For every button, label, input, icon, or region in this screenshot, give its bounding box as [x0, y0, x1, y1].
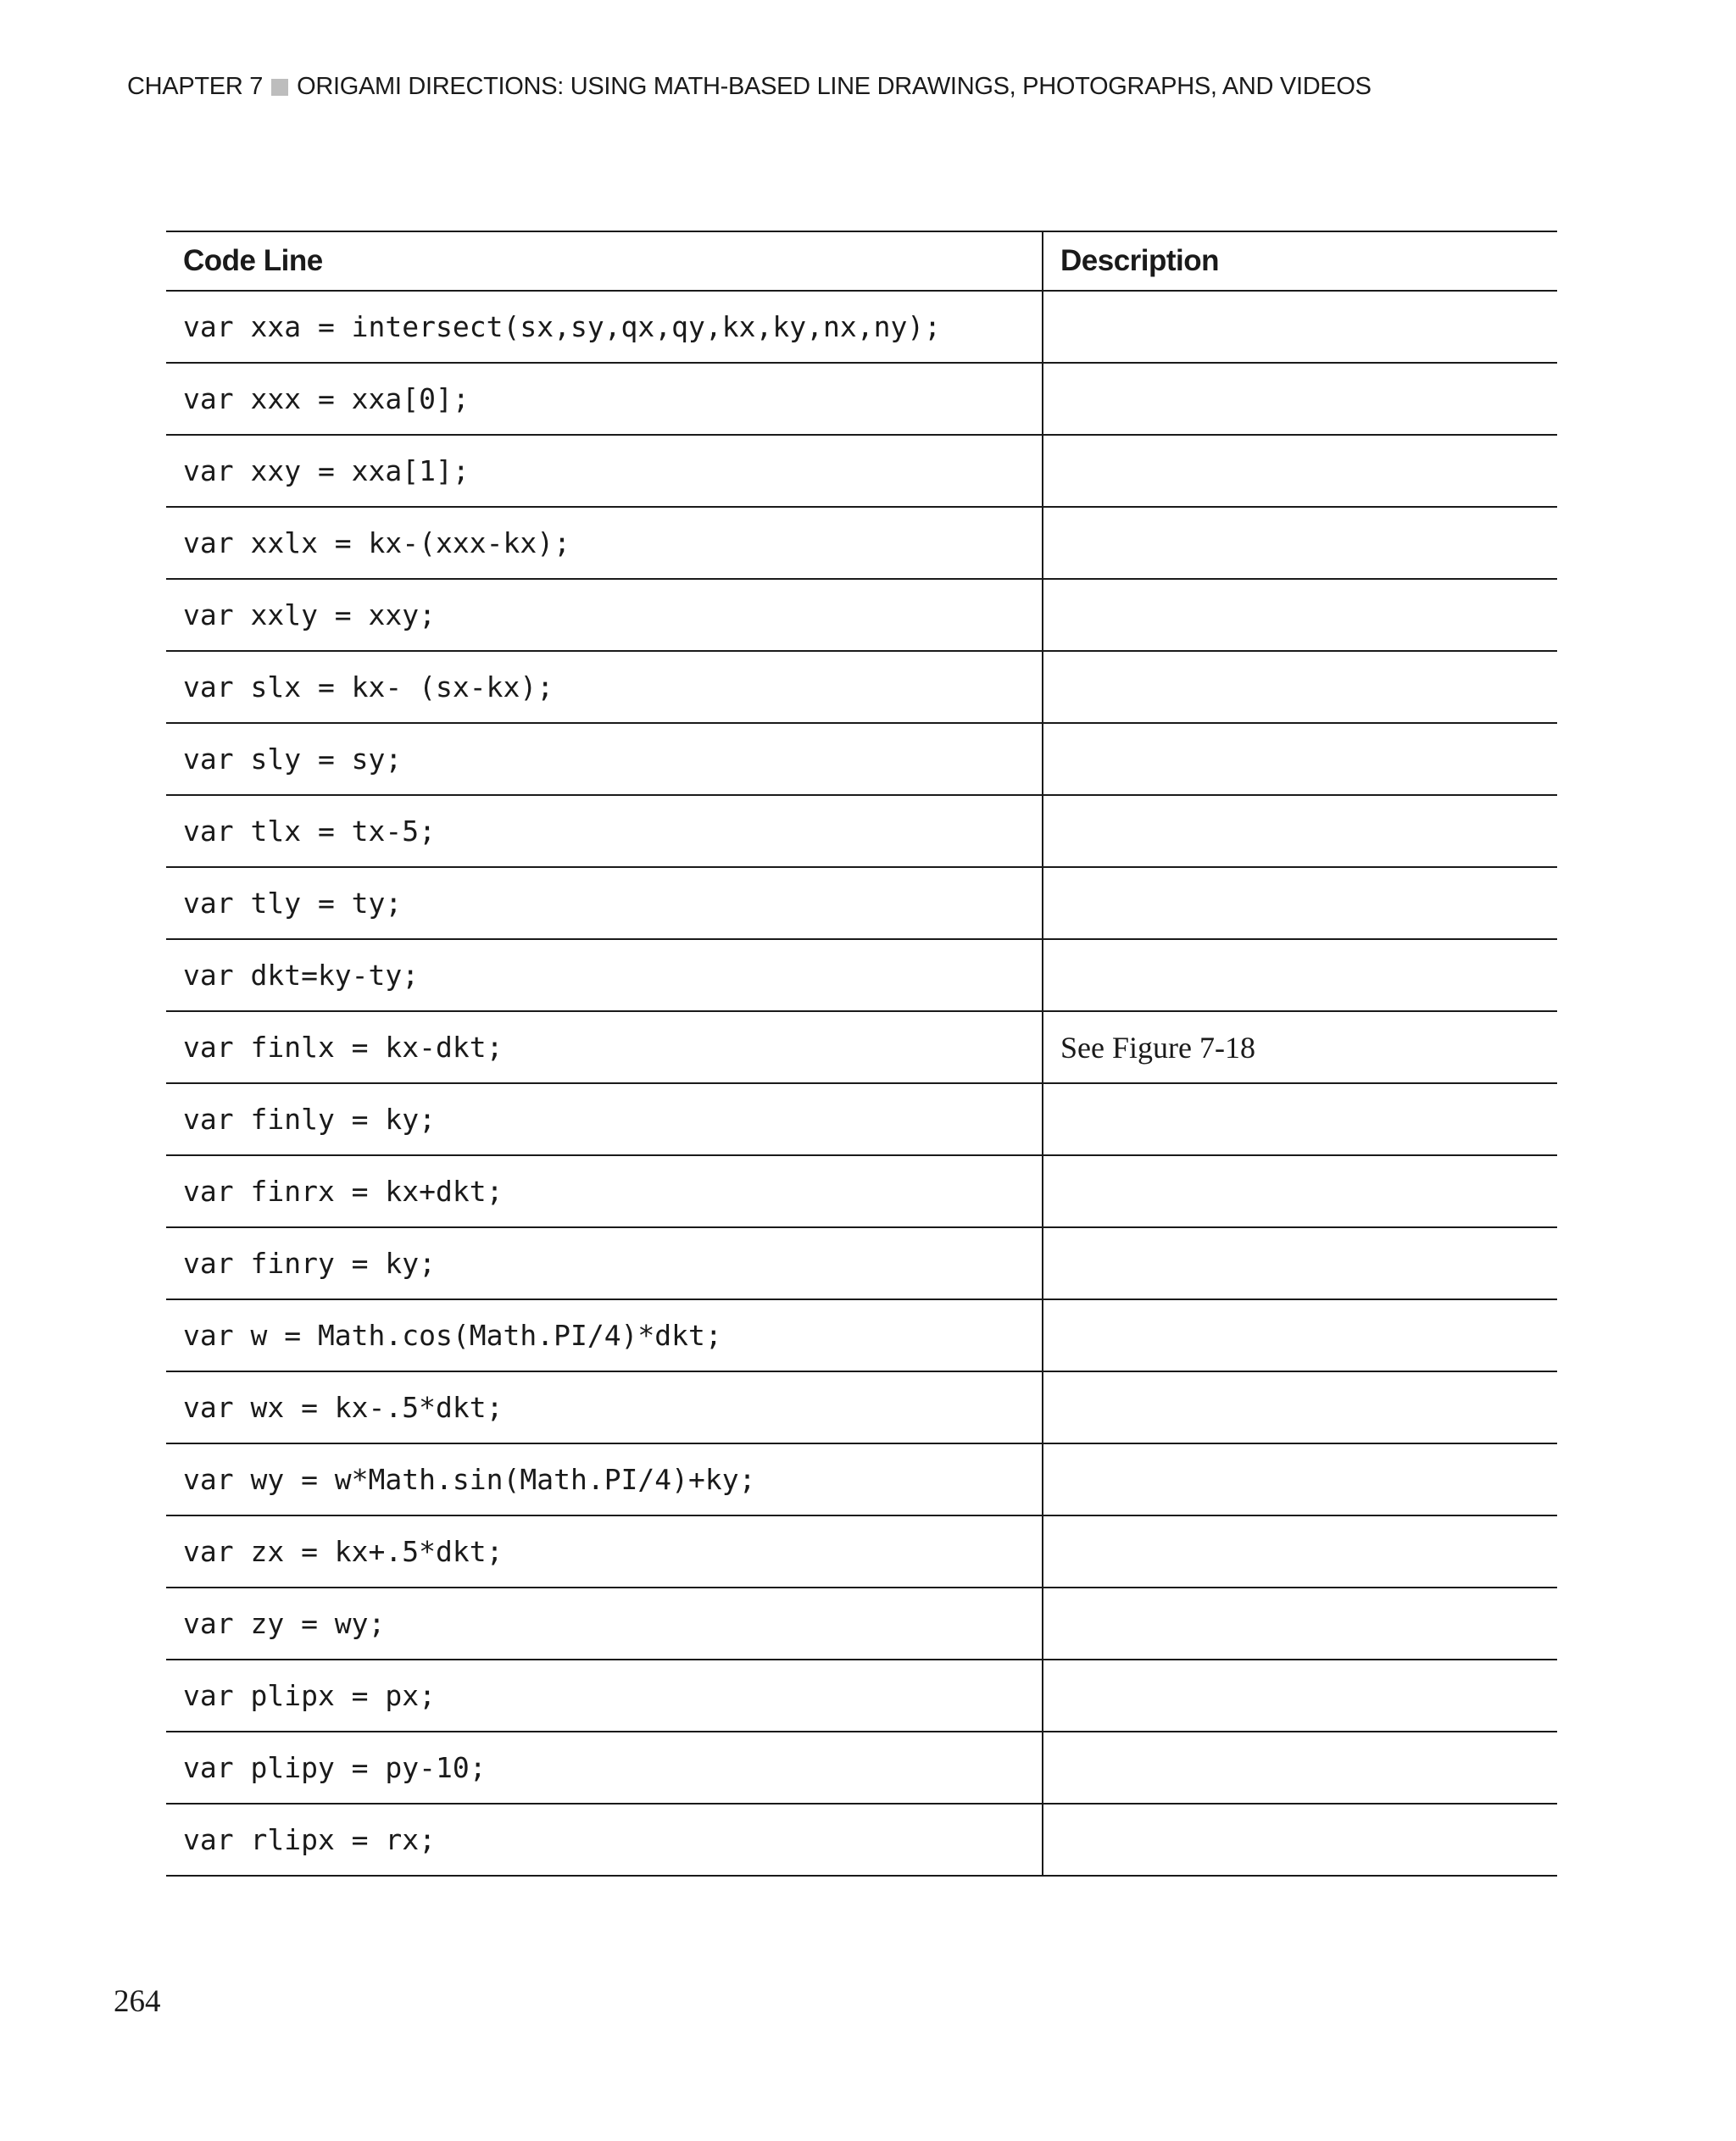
header-description: Description — [1043, 231, 1557, 291]
code-cell: var wy = w*Math.sin(Math.PI/4)+ky; — [166, 1443, 1043, 1515]
code-cell: var xxy = xxa[1]; — [166, 435, 1043, 507]
table-row — [166, 1732, 1557, 1804]
code-cell: var plipy = py-10; — [166, 1732, 1043, 1804]
table-row — [166, 1804, 1557, 1876]
code-cell: var zy = wy; — [166, 1588, 1043, 1660]
description-cell — [1043, 1732, 1557, 1804]
table-row — [166, 1515, 1557, 1588]
header-code-line: Code Line — [166, 231, 1043, 291]
description-cell: See Figure 7-18 — [1043, 1011, 1557, 1083]
description-cell — [1043, 435, 1557, 507]
code-cell: var finry = ky; — [166, 1227, 1043, 1299]
table-row — [166, 1227, 1557, 1299]
page-number: 264 — [114, 1984, 161, 2019]
description-cell — [1043, 1371, 1557, 1443]
description-cell — [1043, 795, 1557, 867]
description-cell — [1043, 1083, 1557, 1155]
table-row — [166, 363, 1557, 435]
description-cell — [1043, 723, 1557, 795]
table-row — [166, 1011, 1557, 1083]
description-cell — [1043, 579, 1557, 651]
code-cell: var rlipx = rx; — [166, 1804, 1043, 1876]
description-cell — [1043, 939, 1557, 1011]
table-row — [166, 939, 1557, 1011]
description-cell — [1043, 1155, 1557, 1227]
code-cell: var zx = kx+.5*dkt; — [166, 1515, 1043, 1588]
code-cell: var finrx = kx+dkt; — [166, 1155, 1043, 1227]
code-cell: var sly = sy; — [166, 723, 1043, 795]
table-row — [166, 507, 1557, 579]
description-cell — [1043, 507, 1557, 579]
table-row — [166, 435, 1557, 507]
table-row — [166, 1083, 1557, 1155]
code-cell: var plipx = px; — [166, 1660, 1043, 1732]
chapter-title: ORIGAMI DIRECTIONS: USING MATH-BASED LINE DRAWINGS, PHOTOGRAPHS, AND VIDEOS — [297, 73, 1372, 100]
table-row — [166, 291, 1557, 363]
table-row — [166, 723, 1557, 795]
description-cell — [1043, 1804, 1557, 1876]
description-cell — [1043, 1660, 1557, 1732]
description-cell — [1043, 1227, 1557, 1299]
table-row — [166, 1443, 1557, 1515]
code-cell: var xxa = intersect(sx,sy,qx,qy,kx,ky,nx,ny); — [166, 291, 1043, 363]
table-row — [166, 1155, 1557, 1227]
code-cell: var finlx = kx-dkt; — [166, 1011, 1043, 1083]
code-cell: var slx = kx- (sx-kx); — [166, 651, 1043, 723]
code-cell: var finly = ky; — [166, 1083, 1043, 1155]
description-cell — [1043, 363, 1557, 435]
description-cell — [1043, 867, 1557, 939]
table-row — [166, 795, 1557, 867]
code-cell: var xxx = xxa[0]; — [166, 363, 1043, 435]
table-row — [166, 1299, 1557, 1371]
code-cell: var tlx = tx-5; — [166, 795, 1043, 867]
table-row — [166, 867, 1557, 939]
separator-square-icon — [271, 79, 288, 96]
table-body — [166, 291, 1557, 1876]
description-cell — [1043, 1443, 1557, 1515]
code-cell: var xxly = xxy; — [166, 579, 1043, 651]
code-cell: var w = Math.cos(Math.PI/4)*dkt; — [166, 1299, 1043, 1371]
running-head — [127, 73, 1372, 101]
table-row — [166, 1660, 1557, 1732]
table-row — [166, 1588, 1557, 1660]
code-cell: var xxlx = kx-(xxx-kx); — [166, 507, 1043, 579]
table-row — [166, 1371, 1557, 1443]
description-cell — [1043, 1515, 1557, 1588]
table-row — [166, 579, 1557, 651]
table-header-row — [166, 231, 1557, 291]
description-cell — [1043, 651, 1557, 723]
description-cell — [1043, 1299, 1557, 1371]
code-cell: var tly = ty; — [166, 867, 1043, 939]
description-cell — [1043, 1588, 1557, 1660]
code-table — [166, 231, 1557, 1877]
description-cell — [1043, 291, 1557, 363]
code-cell: var dkt=ky-ty; — [166, 939, 1043, 1011]
table-row — [166, 651, 1557, 723]
code-cell: var wx = kx-.5*dkt; — [166, 1371, 1043, 1443]
chapter-label: CHAPTER 7 — [127, 73, 264, 100]
